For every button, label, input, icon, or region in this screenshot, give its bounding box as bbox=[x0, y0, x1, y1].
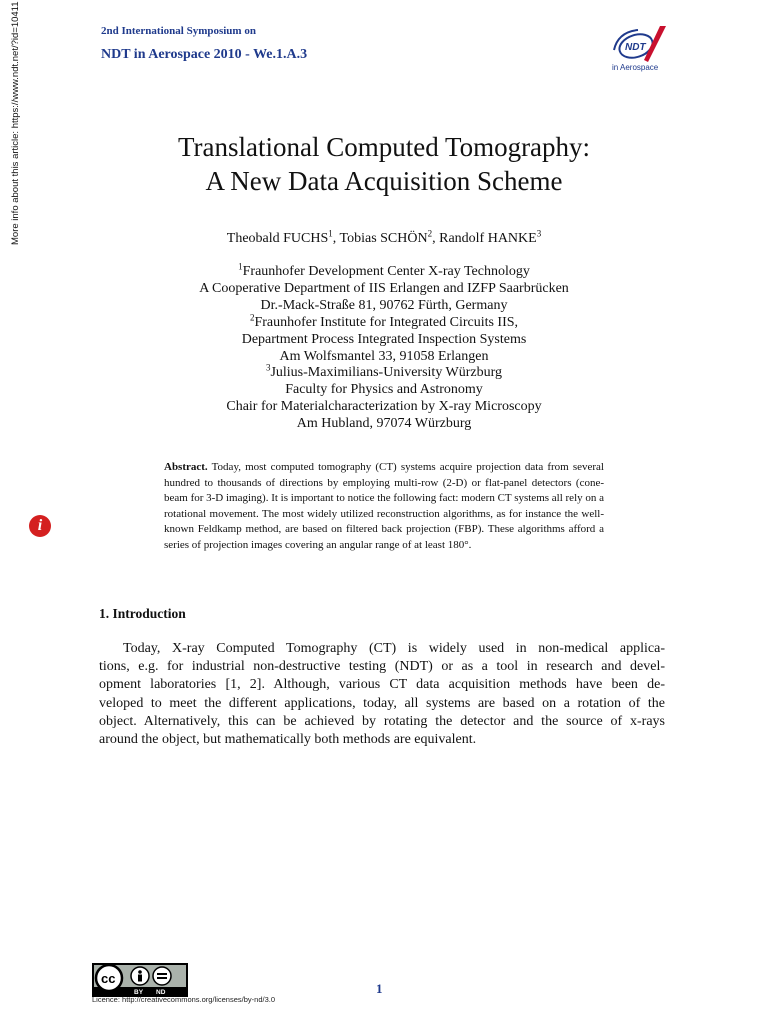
author-sup: 1 bbox=[328, 228, 333, 239]
author-list bbox=[0, 228, 768, 247]
cc-nd: ND bbox=[156, 989, 166, 996]
author-sep: , bbox=[332, 231, 340, 246]
paragraph-line: Today, X-ray Computed Tomography (CT) is widely used in non-medical applica- bbox=[123, 641, 665, 656]
section-heading: 1. Introduction bbox=[99, 606, 186, 621]
page-number: 1 bbox=[376, 981, 383, 996]
affiliation-line: $^1$Fraunhofer Development Center X-ray Technology bbox=[238, 261, 530, 279]
affiliation-line: Chair for Materialcharacterization by X-ray Microscopy bbox=[226, 399, 542, 415]
abstract-text: Today, most computed tomography (CT) systems acquire projection data from several hundred to thousands of directions by employing multi-row (2-D) or flat-panel detectors (cone-beam for 3-D imaging). It is important to notice the following fact: modern CT systems all rely on a rotational movement. The most widely utilized reconstruction algorithms, as for instance the well-known Feldkamp method, are based on filtered back projection (FBP). These algorithms afford a series of projection images covering an angular range of at least 180°. bbox=[164, 461, 605, 551]
title-line-1: Translational Computed Tomography: bbox=[177, 132, 591, 162]
affiliation-line: $^2$Fraunhofer Institute for Integrated Circuits IIS, bbox=[249, 312, 519, 330]
paragraph-line: tions, e.g. for industrial non-destructive testing (NDT) or as a tool in research and devel- bbox=[99, 659, 665, 675]
abstract bbox=[164, 460, 604, 553]
affiliation-line: $^3$Julius-Maximilians-University Würzburg bbox=[265, 362, 503, 381]
intro-paragraph bbox=[99, 640, 665, 749]
affiliation-block bbox=[0, 261, 768, 433]
paragraph-line: veloped to meet the different applications, today, all systems are based on a rotation of the bbox=[99, 695, 665, 711]
creative-commons-badge[interactable] bbox=[92, 963, 188, 997]
affiliation-line: Am Wolfsmantel 33, 91058 Erlangen bbox=[279, 348, 489, 364]
info-icon[interactable]: i bbox=[29, 515, 51, 537]
article-info-link[interactable]: More info about this article: https://www.ndt.net/?id=10411 bbox=[10, 1, 21, 245]
cc-by: BY bbox=[134, 989, 144, 996]
logo-mark: NDT bbox=[625, 42, 646, 53]
paper-title bbox=[0, 130, 768, 198]
paragraph-line: opment laboratories [1, 2]. Although, various CT data acquisition methods have been de- bbox=[99, 677, 665, 693]
title-line-2: A New Data Acquisition Scheme bbox=[205, 166, 563, 196]
paragraph-line: around the object, but mathematically both methods are equivalent. bbox=[99, 732, 477, 748]
licence-text: Licence: http://creativecommons.org/licenses/by-nd/3.0 bbox=[92, 995, 276, 1004]
affiliation-line: Am Hubland, 97074 Würzburg bbox=[296, 416, 472, 432]
symposium-label: 2nd International Symposium on bbox=[101, 25, 256, 37]
author-name: Theobald FUCHS bbox=[226, 231, 329, 246]
abstract-label: Abstract. bbox=[164, 461, 208, 473]
cc-label: cc bbox=[101, 971, 116, 986]
ndt-aerospace-logo bbox=[608, 22, 670, 74]
author-sup: 3 bbox=[536, 228, 542, 239]
author-sup: 2 bbox=[427, 228, 433, 239]
affiliation-line: A Cooperative Department of IIS Erlangen and IZFP Saarbrücken bbox=[199, 280, 569, 296]
author-sep: , bbox=[432, 231, 440, 246]
affiliation-line: Faculty for Physics and Astronomy bbox=[285, 382, 483, 398]
affiliation-line: Department Process Integrated Inspection Systems bbox=[241, 331, 527, 347]
affiliation-line: Dr.-Mack-Straße 81, 90762 Fürth, Germany bbox=[260, 297, 508, 313]
author-name: Randolf HANKE bbox=[439, 231, 537, 246]
conference-label: NDT in Aerospace 2010 - We.1.A.3 bbox=[101, 47, 308, 62]
author-name: Tobias SCHÖN bbox=[339, 231, 428, 246]
paragraph-line: object. Alternatively, this can be achieved by rotating the detector and the source of x-rays bbox=[99, 713, 665, 729]
logo-text: in Aerospace bbox=[612, 63, 659, 72]
